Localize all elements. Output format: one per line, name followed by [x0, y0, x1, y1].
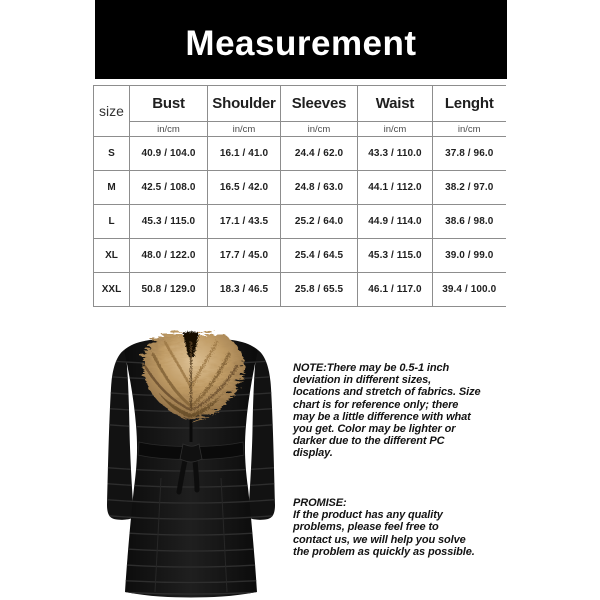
measurement-cell: 46.1 / 117.0 [358, 273, 433, 307]
promise-text [293, 497, 475, 558]
measurement-cell: 37.8 / 96.0 [433, 137, 506, 171]
table-row-l [94, 205, 506, 239]
column-header-bust: Bust [130, 86, 208, 122]
measurement-cell: 17.7 / 45.0 [208, 239, 281, 273]
unit-label: in/cm [433, 122, 506, 137]
note-line: display. [293, 447, 333, 460]
measurement-cell: 25.4 / 64.5 [281, 239, 358, 273]
measurement-cell: 48.0 / 122.0 [130, 239, 208, 273]
measurement-cell: 16.5 / 42.0 [208, 171, 281, 205]
size-table [93, 85, 506, 307]
column-header-length: Lenght [433, 86, 506, 122]
column-header-row [94, 86, 506, 122]
measurement-cell: 45.3 / 115.0 [358, 239, 433, 273]
note-line: you get. Color may be lighter or [293, 423, 456, 436]
measurement-cell: 39.0 / 99.0 [433, 239, 506, 273]
measurement-cell: 38.6 / 98.0 [433, 205, 506, 239]
column-header-shoulder: Shoulder [208, 86, 281, 122]
size-cell: S [94, 137, 130, 171]
size-column-header: size [94, 86, 130, 137]
promise-line: contact us, we will help you solve [293, 533, 466, 546]
unit-row [94, 122, 506, 137]
note-line: NOTE:There may be 0.5-1 inch [293, 362, 450, 374]
measurement-cell: 25.2 / 64.0 [281, 205, 358, 239]
column-header-sleeves: Sleeves [281, 86, 358, 122]
measurement-cell: 39.4 / 100.0 [433, 273, 506, 307]
note-line: may be a little difference with what [293, 410, 471, 423]
note-line: chart is for reference only; there [293, 398, 459, 411]
measurement-cell: 45.3 / 115.0 [130, 205, 208, 239]
measurement-cell: 25.8 / 65.5 [281, 273, 358, 307]
size-cell: XXL [94, 273, 130, 307]
note-line: deviation in different sizes, [293, 374, 432, 387]
size-cell: M [94, 171, 130, 205]
note-line: locations and stretch of fabrics. Size [293, 386, 481, 399]
promise-line: problems, please feel free to [293, 521, 439, 534]
measurement-cell: 43.3 / 110.0 [358, 137, 433, 171]
unit-label: in/cm [281, 122, 358, 137]
unit-label: in/cm [358, 122, 433, 137]
header-bar [95, 0, 507, 79]
unit-label: in/cm [130, 122, 208, 137]
measurement-cell: 50.8 / 129.0 [130, 273, 208, 307]
measurement-cell: 44.1 / 112.0 [358, 171, 433, 205]
table-row-m [94, 171, 506, 205]
promise-line: If the product has any quality [293, 509, 443, 522]
measurement-cell: 44.9 / 114.0 [358, 205, 433, 239]
unit-label: in/cm [208, 122, 281, 137]
table-row-xl [94, 239, 506, 273]
measurement-cell: 17.1 / 43.5 [208, 205, 281, 239]
note-line: darker due to the different PC [293, 435, 445, 448]
measurement-cell: 42.5 / 108.0 [130, 171, 208, 205]
column-header-waist: Waist [358, 86, 433, 122]
table-row-s [94, 137, 506, 171]
size-cell: XL [94, 239, 130, 273]
measurement-cell: 24.4 / 62.0 [281, 137, 358, 171]
promise-line: the problem as quickly as possible. [293, 545, 475, 558]
measurement-cell: 38.2 / 97.0 [433, 171, 506, 205]
size-cell: L [94, 205, 130, 239]
coat-product-image [95, 330, 275, 598]
measurement-cell: 40.9 / 104.0 [130, 137, 208, 171]
table-row-xxl [94, 273, 506, 307]
note-text [293, 362, 481, 460]
page-title: Measurement [185, 24, 417, 63]
measurement-cell: 16.1 / 41.0 [208, 137, 281, 171]
measurement-cell: 18.3 / 46.5 [208, 273, 281, 307]
promise-heading: PROMISE: [293, 497, 347, 509]
measurement-cell: 24.8 / 63.0 [281, 171, 358, 205]
